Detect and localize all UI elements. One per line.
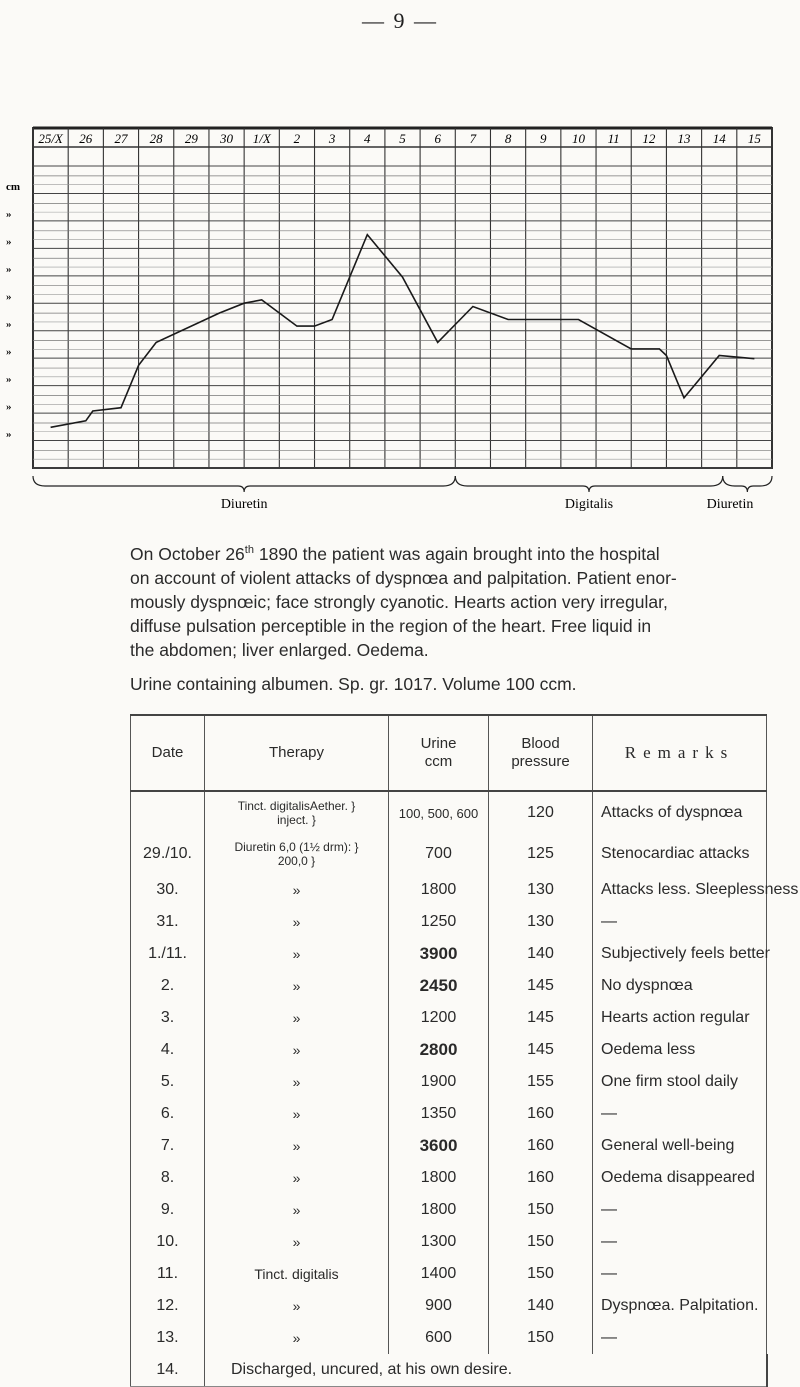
date-cell: 4.: [131, 1034, 205, 1066]
header-date: Date: [131, 715, 205, 791]
date-cell: 13.: [131, 1322, 205, 1354]
row-label: »: [6, 318, 12, 331]
drug-label: Diuretin: [706, 497, 754, 512]
date-header: 12: [642, 131, 656, 146]
drug-brace: [455, 476, 722, 492]
blood-pressure-cell: 150: [489, 1226, 593, 1258]
blood-pressure-cell: 145: [489, 1002, 593, 1034]
therapy-cell: »: [205, 906, 389, 938]
blood-pressure-cell: 130: [489, 874, 593, 906]
table-row: [131, 1226, 767, 1258]
table-row: [131, 1290, 767, 1322]
narrative-line: on account of violent attacks of dyspnœa and palpitation. Patient enor-: [130, 567, 677, 588]
date-header: 27: [114, 131, 128, 146]
date-header: 8: [504, 131, 512, 146]
chart-drug-braces: [33, 476, 772, 512]
date-header: 26: [79, 131, 93, 146]
narrative-line: mously dyspnœic; face strongly cyanotic. Hearts action very irregular,: [130, 591, 668, 612]
therapy-cell: »: [205, 874, 389, 906]
row-label: »: [6, 236, 12, 248]
date-header: 4: [364, 131, 371, 146]
table-row: [131, 1354, 767, 1387]
row-label: »: [6, 346, 12, 358]
urine-cell: 1300: [389, 1226, 489, 1258]
page-number: — 9 —: [362, 8, 438, 33]
date-cell: 12.: [131, 1290, 205, 1322]
date-cell: 30.: [131, 874, 205, 906]
narrative-line: On October 26th 1890 the patient was again brought into the hospital: [130, 543, 660, 564]
therapy-cell: »: [205, 1002, 389, 1034]
therapy-cell: »: [205, 1290, 389, 1322]
date-header: 28: [149, 131, 163, 146]
remarks-cell: —: [593, 1258, 767, 1290]
row-label: »: [6, 208, 12, 221]
urine-cell: 600: [389, 1322, 489, 1354]
urine-line: Urine containing albumen. Sp. gr. 1017. Volume 100 ccm.: [130, 673, 577, 694]
date-header: 5: [399, 131, 406, 146]
date-header: 3: [328, 131, 336, 146]
row-label: »: [6, 401, 12, 413]
table-row: [131, 1258, 767, 1290]
date-header: 14: [712, 131, 726, 146]
date-header: 9: [540, 131, 547, 146]
blood-pressure-cell: 125: [489, 834, 593, 874]
therapy-cell: »: [205, 1322, 389, 1354]
table-row: [131, 1034, 767, 1066]
blood-pressure-cell: 160: [489, 1162, 593, 1194]
table-row: [131, 1098, 767, 1130]
therapy-cell: Tinct. digitalisAether. } inject. }: [205, 791, 389, 834]
table-row: [131, 874, 767, 906]
table-row: [131, 834, 767, 874]
urine-cell: 100, 500, 600: [389, 791, 489, 834]
blood-pressure-cell: 150: [489, 1322, 593, 1354]
header-remarks: Remarks: [593, 715, 767, 791]
urine-cell: 900: [389, 1290, 489, 1322]
date-cell: 3.: [131, 1002, 205, 1034]
date-header: 15: [747, 131, 761, 146]
date-header: 2: [293, 131, 301, 146]
remarks-cell: —: [593, 1194, 767, 1226]
remarks-cell: —: [593, 1098, 767, 1130]
blood-pressure-cell: 150: [489, 1194, 593, 1226]
table-row: [131, 1322, 767, 1354]
date-cell: 5.: [131, 1066, 205, 1098]
remarks-cell: Hearts action regular: [593, 1002, 767, 1034]
chart-grid: [33, 128, 772, 468]
therapy-cell: »: [205, 1130, 389, 1162]
date-header: 25/X: [38, 131, 63, 146]
date-header: 6: [434, 131, 441, 146]
header-urine: Urine ccm: [389, 715, 489, 791]
therapy-cell: »: [205, 1194, 389, 1226]
date-header: 13: [677, 131, 691, 146]
remarks-cell: Oedema disappeared: [593, 1162, 767, 1194]
urine-cell: 1800: [389, 1162, 489, 1194]
date-header: 10: [571, 131, 585, 146]
table-row: [131, 1002, 767, 1034]
date-cell: [131, 791, 205, 834]
date-cell: 7.: [131, 1130, 205, 1162]
blood-pressure-cell: 120: [489, 791, 593, 834]
remarks-cell: —: [593, 1226, 767, 1258]
date-cell: 11.: [131, 1258, 205, 1290]
measurement-chart: [0, 0, 800, 530]
table-row: [131, 906, 767, 938]
table-row: [131, 1066, 767, 1098]
urine-cell: 3900: [389, 938, 489, 970]
date-header: 11: [607, 131, 620, 146]
therapy-cell: Tinct. digitalis: [205, 1258, 389, 1290]
date-cell: 14.: [131, 1354, 205, 1387]
drug-label: Diuretin: [220, 497, 268, 512]
drug-label: Digitalis: [564, 497, 614, 512]
blood-pressure-cell: 130: [489, 906, 593, 938]
therapy-cell: »: [205, 938, 389, 970]
urine-cell: 1800: [389, 1194, 489, 1226]
urine-cell: 1200: [389, 1002, 489, 1034]
urine-cell: 1800: [389, 874, 489, 906]
remarks-cell: One firm stool daily: [593, 1066, 767, 1098]
date-cell: 2.: [131, 970, 205, 1002]
remarks-cell: Stenocardiac attacks: [593, 834, 767, 874]
therapy-cell: »: [205, 1226, 389, 1258]
drug-brace: [33, 476, 455, 492]
narrative-line: diffuse pulsation perceptible in the region of the heart. Free liquid in: [130, 615, 652, 636]
date-header: 1/X: [252, 131, 271, 146]
table-row: [131, 1130, 767, 1162]
remarks-cell: No dyspnœa: [593, 970, 767, 1002]
row-label: »: [6, 291, 12, 303]
blood-pressure-cell: 140: [489, 1290, 593, 1322]
date-header: 30: [220, 131, 234, 146]
blood-pressure-cell: 160: [489, 1130, 593, 1162]
date-cell: 6.: [131, 1098, 205, 1130]
urine-cell: 3600: [389, 1130, 489, 1162]
header-blood-pressure: Blood pressure: [489, 715, 593, 791]
table-row: [131, 938, 767, 970]
row-label: »: [6, 263, 12, 276]
date-cell: 9.: [131, 1194, 205, 1226]
blood-pressure-cell: 140: [489, 938, 593, 970]
discharge-note: Discharged, uncured, at his own desire.: [205, 1354, 767, 1387]
date-cell: 10.: [131, 1226, 205, 1258]
therapy-cell: »: [205, 970, 389, 1002]
urine-cell: 1250: [389, 906, 489, 938]
table-header-row: [131, 715, 767, 791]
therapy-cell: »: [205, 1034, 389, 1066]
therapy-cell: »: [205, 1098, 389, 1130]
remarks-cell: —: [593, 906, 767, 938]
table-row: [131, 970, 767, 1002]
remarks-cell: Subjectively feels better: [593, 938, 767, 970]
date-cell: 8.: [131, 1162, 205, 1194]
row-label: »: [6, 428, 12, 441]
date-cell: 1./11.: [131, 938, 205, 970]
urine-cell: 1350: [389, 1098, 489, 1130]
blood-pressure-cell: 150: [489, 1258, 593, 1290]
blood-pressure-cell: 145: [489, 970, 593, 1002]
narrative-line: the abdomen; liver enlarged. Oedema.: [130, 639, 429, 660]
remarks-cell: Dyspnœa. Palpitation.: [593, 1290, 767, 1322]
table-row: [131, 1162, 767, 1194]
remarks-cell: Attacks less. Sleeplessness: [593, 874, 767, 906]
row-label: cm: [6, 181, 21, 193]
remarks-cell: Oedema less: [593, 1034, 767, 1066]
therapy-cell: Diuretin 6,0 (1½ drm): } 200,0 }: [205, 834, 389, 874]
date-header: 29: [184, 131, 198, 146]
remarks-cell: —: [593, 1322, 767, 1354]
therapy-cell: »: [205, 1066, 389, 1098]
table-row: [131, 1194, 767, 1226]
row-label: »: [6, 373, 12, 386]
case-narrative: [130, 538, 760, 696]
date-cell: 31.: [131, 906, 205, 938]
table-row: [131, 791, 767, 834]
urine-cell: 1900: [389, 1066, 489, 1098]
drug-brace: [723, 476, 772, 492]
remarks-cell: Attacks of dyspnœa: [593, 791, 767, 834]
therapy-cell: »: [205, 1162, 389, 1194]
urine-cell: 2800: [389, 1034, 489, 1066]
therapy-table: [130, 714, 799, 1387]
date-header: 7: [469, 131, 477, 146]
blood-pressure-cell: 160: [489, 1098, 593, 1130]
date-cell: 29./10.: [131, 834, 205, 874]
blood-pressure-cell: 145: [489, 1034, 593, 1066]
urine-cell: 1400: [389, 1258, 489, 1290]
blood-pressure-cell: 155: [489, 1066, 593, 1098]
header-therapy: Therapy: [205, 715, 389, 791]
urine-cell: 700: [389, 834, 489, 874]
therapy-table-body: [131, 791, 799, 1387]
remarks-cell: General well-being: [593, 1130, 767, 1162]
urine-cell: 2450: [389, 970, 489, 1002]
chart-frame: [33, 128, 772, 468]
